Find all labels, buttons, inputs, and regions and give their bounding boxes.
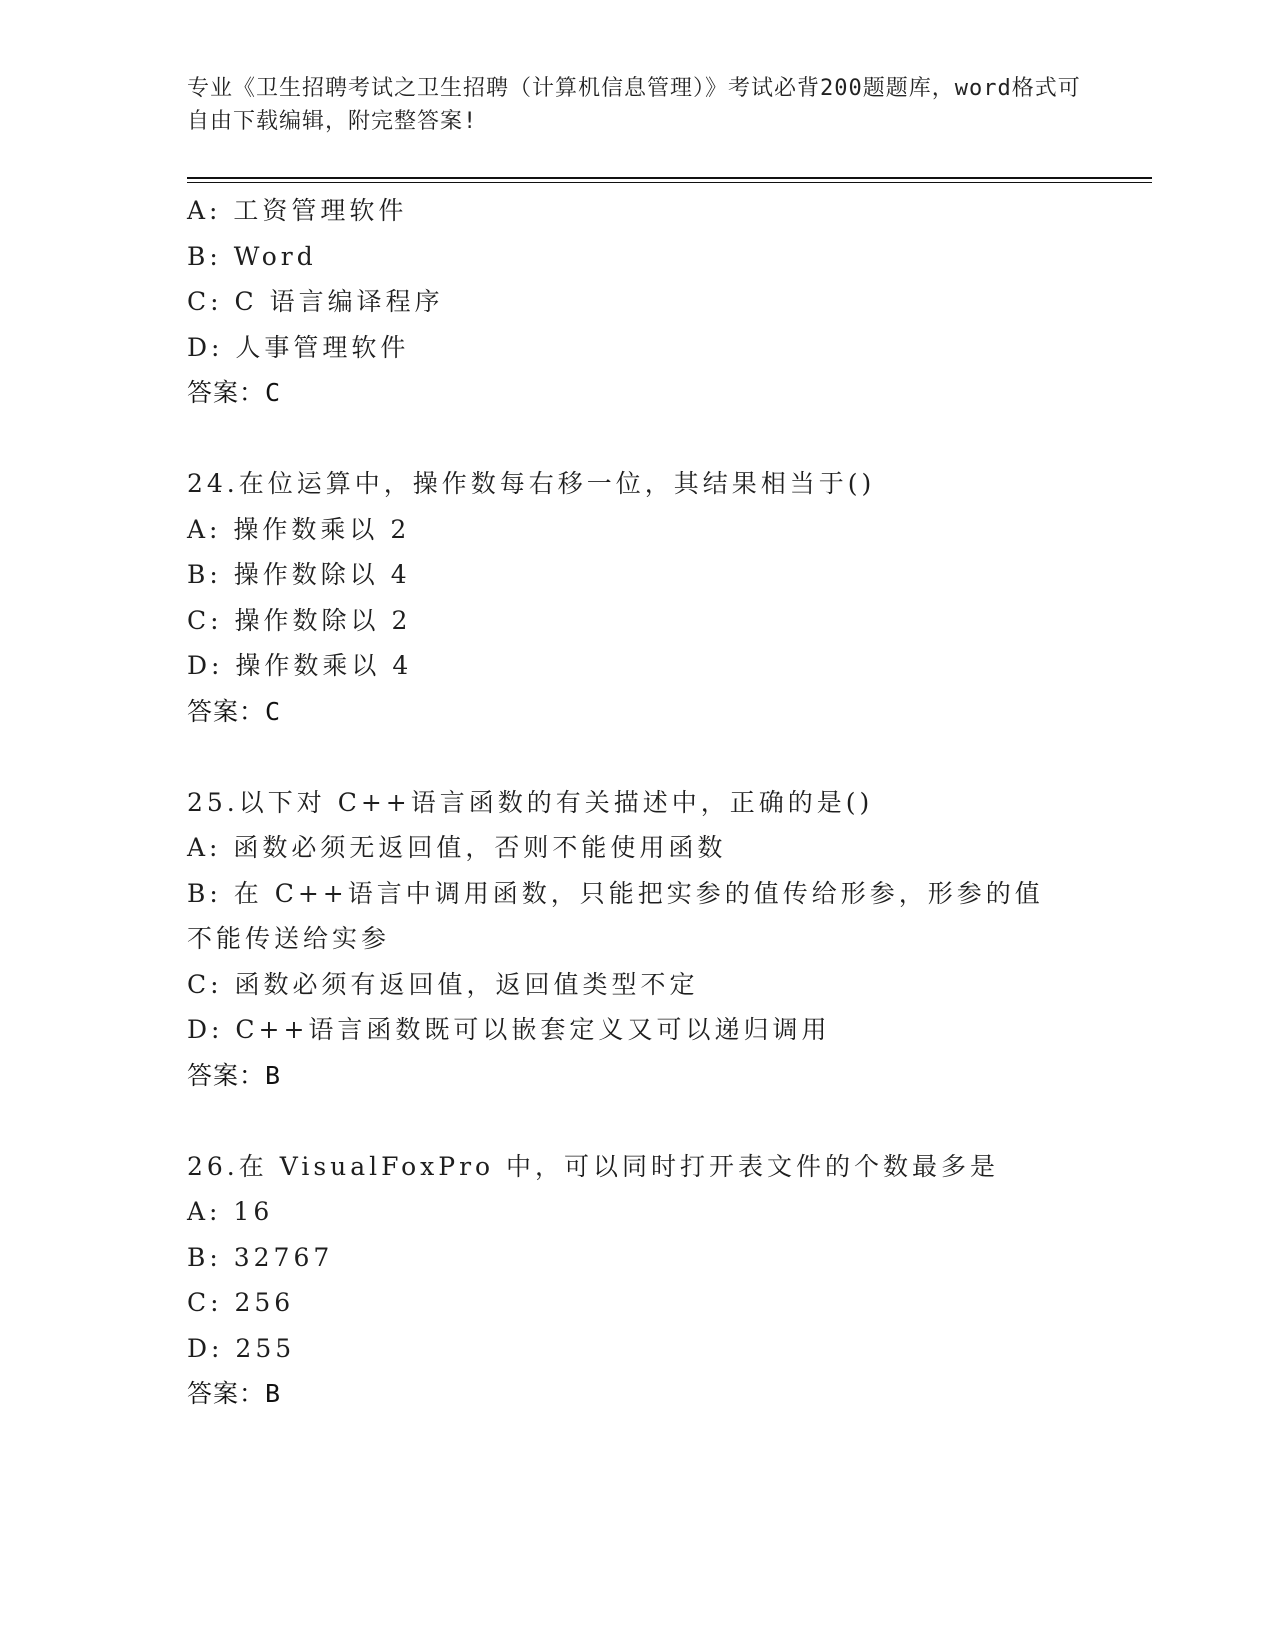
spacer (187, 734, 1087, 780)
question-stem: 25.以下对 C++语言函数的有关描述中，正确的是() (187, 787, 874, 817)
option-b: B: 操作数除以 4 (187, 560, 411, 589)
question-25-block (187, 780, 1087, 1099)
header-divider-thick (187, 177, 1152, 179)
question-24-block (187, 461, 1087, 734)
option-d: D: 操作数乘以 4 (187, 651, 413, 680)
question-23-block (187, 188, 1087, 416)
question-26-block (187, 1144, 1087, 1417)
option-d: D: 人事管理软件 (187, 332, 410, 362)
spacer (187, 416, 1087, 462)
option-d: D: C++语言函数既可以嵌套定义又可以递归调用 (187, 1015, 831, 1044)
option-a: A: 操作数乘以 2 (187, 514, 411, 544)
answer-line: 答案：C (187, 696, 282, 726)
question-stem: 24.在位运算中，操作数每右移一位，其结果相当于() (187, 469, 876, 498)
option-b: B: 在 C++语言中调用函数，只能把实参的值传给形参，形参的值不能传送给实参 (187, 878, 1044, 953)
answer-line: 答案：B (187, 1060, 282, 1090)
option-c: C: 操作数除以 2 (187, 605, 412, 635)
option-a: A: 函数必须无返回值，否则不能使用函数 (187, 833, 727, 862)
option-c: C: C 语言编译程序 (187, 287, 444, 316)
spacer (187, 1098, 1087, 1144)
option-d: D: 255 (187, 1333, 296, 1363)
option-a: A: 工资管理软件 (187, 196, 408, 225)
option-c: C: 函数必须有返回值，返回值类型不定 (187, 969, 699, 999)
answer-line: 答案：C (187, 378, 282, 407)
option-b: B: Word (187, 241, 317, 271)
question-list (187, 188, 1087, 1417)
header-divider-thin (187, 182, 1152, 183)
document-header: 专业《卫生招聘考试之卫生招聘（计算机信息管理）》考试必背200题题库，word格式可自由下载编辑，附完整答案! (187, 76, 1081, 134)
question-stem: 26.在 VisualFoxPro 中，可以同时打开表文件的个数最多是 (187, 1151, 1000, 1181)
answer-line: 答案：B (187, 1379, 282, 1408)
option-b: B: 32767 (187, 1242, 334, 1272)
option-c: C: 256 (187, 1288, 295, 1317)
option-a: A: 16 (187, 1197, 274, 1226)
